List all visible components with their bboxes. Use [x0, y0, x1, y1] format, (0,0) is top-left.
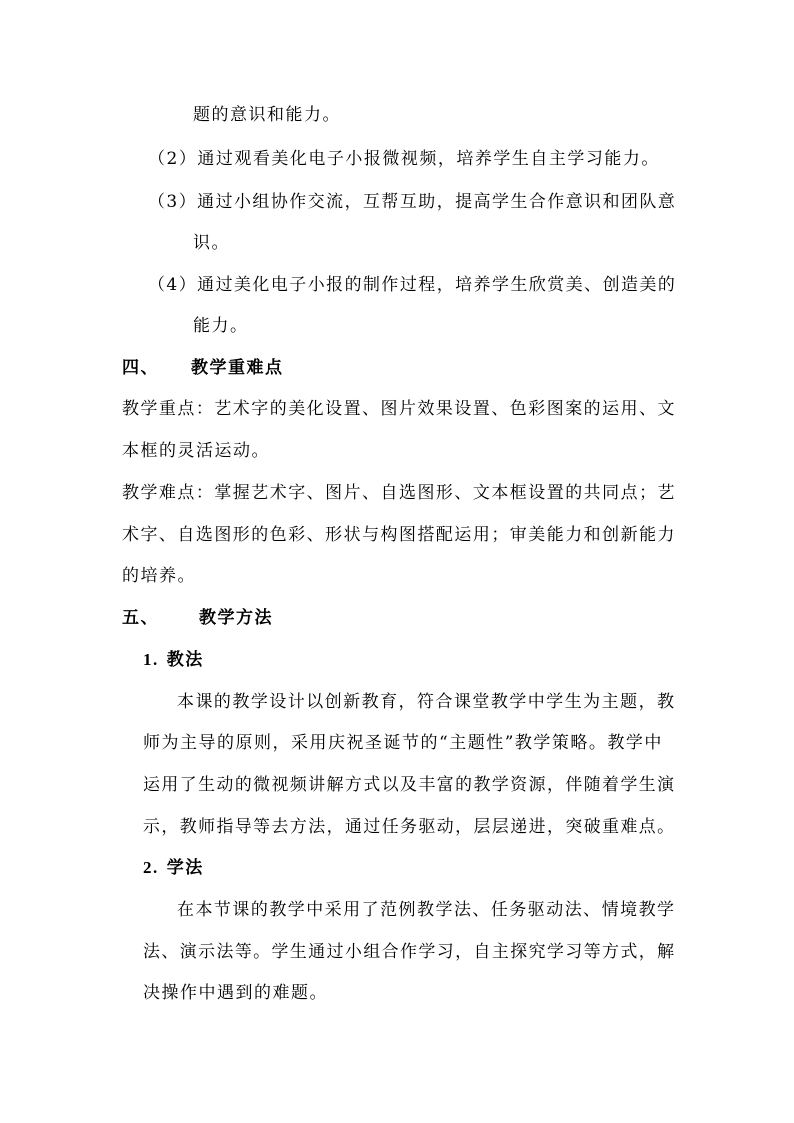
objective-3-text: 通过小组协作交流，互帮互助，提高学生合作意识和团队意: [197, 192, 677, 212]
section-5-number: 五、: [122, 608, 159, 628]
objective-2-text: 通过观看美化电子小报微视频，培养学生自主学习能力。: [197, 149, 660, 169]
objective-4: [148, 273, 676, 297]
subsection-teaching-method: [143, 648, 204, 672]
section-5-title: 教学方法: [199, 608, 273, 628]
key-point-line-1: 教学重点：艺术字的美化设置、图片效果设置、色彩图案的运用、文: [122, 399, 677, 419]
difficulty-line-1: 教学难点：掌握艺术字、图片、自选图形、文本框设置的共同点；艺: [122, 483, 677, 503]
difficulty-line-2: 术字、自选图形的色彩、形状与构图搭配运用；审美能力和创新能力: [122, 525, 677, 545]
section-4-heading: [122, 356, 284, 380]
objective-2-number: （2）: [148, 149, 198, 169]
learning-method-line-2: 法、演示法等。学生通过小组合作学习，自主探究学习等方式，解: [143, 942, 676, 962]
section-4-title: 教学重难点: [191, 358, 284, 378]
teaching-method-line-3: 运用了生动的微视频讲解方式以及丰富的教学资源，伴随着学生演: [143, 775, 676, 795]
subsection-2-number: 2.: [143, 858, 159, 877]
section-5-heading: [122, 606, 273, 630]
subsection-1-title: 教法: [166, 650, 204, 670]
subsection-1-number: 1.: [143, 650, 159, 669]
learning-method-line-1: 在本节课的教学中采用了范例教学法、任务驱动法、情境教学: [177, 900, 676, 920]
teaching-method-line-4: 示，教师指导等去方法，通过任务驱动，层层递进，突破重难点。: [143, 817, 676, 837]
objective-2: [148, 147, 660, 171]
learning-method-line-3: 决操作中遇到的难题。: [143, 983, 328, 1003]
teaching-method-line-1: 本课的教学设计以创新教育，符合课堂教学中学生为主题，教: [177, 692, 676, 712]
subsection-2-title: 学法: [166, 858, 204, 878]
objective-3: [148, 190, 676, 214]
objective-4-text: 通过美化电子小报的制作过程，培养学生欣赏美、创造美的: [197, 275, 677, 295]
key-point-line-2: 本框的灵活运动。: [122, 441, 270, 461]
subsection-learning-method: [143, 856, 204, 880]
objective-3-number: （3）: [148, 192, 198, 212]
objective-3-tail: 识。: [193, 233, 230, 253]
objective-4-tail: 能力。: [193, 316, 249, 336]
section-4-number: 四、: [122, 358, 159, 378]
objective-1-tail: 题的意识和能力。: [193, 105, 341, 125]
objective-4-number: （4）: [148, 275, 198, 295]
difficulty-line-3: 的培养。: [122, 566, 196, 586]
teaching-method-line-2: 师为主导的原则，采用庆祝圣诞节的“主题性”教学策略。教学中: [143, 733, 663, 753]
